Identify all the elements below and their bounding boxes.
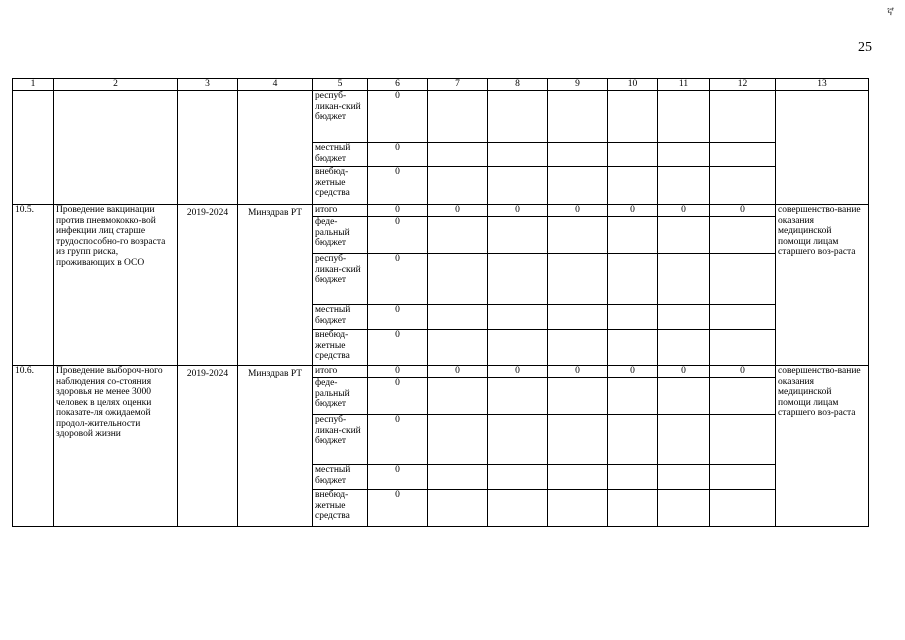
funding-source: респуб-ликан-ский бюджет — [313, 415, 368, 465]
value-cell — [488, 217, 548, 254]
value-cell — [428, 143, 488, 167]
value-cell — [608, 490, 658, 527]
value-cell — [548, 330, 608, 366]
value-cell — [488, 465, 548, 490]
item-executor: Минздрав РТ — [238, 366, 313, 527]
value-cell — [658, 91, 710, 143]
total-value: 0 — [608, 366, 658, 378]
value-cell — [428, 305, 488, 330]
value-cell — [658, 490, 710, 527]
value-cell — [428, 91, 488, 143]
value-cell — [488, 330, 548, 366]
program-table — [12, 78, 869, 527]
funding-source: внебюд-жетные средства — [313, 490, 368, 527]
funding-source: феде-ральный бюджет — [313, 378, 368, 415]
column-header: 1 — [13, 79, 54, 91]
value-cell — [658, 415, 710, 465]
funding-source: внебюд-жетные средства — [313, 167, 368, 205]
header-row — [13, 79, 869, 91]
funding-source: респуб-ликан-ский бюджет — [313, 91, 368, 143]
value-cell: 0 — [368, 490, 428, 527]
total-value: 0 — [608, 205, 658, 217]
column-header: 2 — [54, 79, 178, 91]
column-header: 8 — [488, 79, 548, 91]
funding-source: местный бюджет — [313, 305, 368, 330]
value-cell — [658, 143, 710, 167]
funding-source: местный бюджет — [313, 143, 368, 167]
value-cell — [428, 490, 488, 527]
value-cell — [548, 143, 608, 167]
value-cell — [608, 217, 658, 254]
value-cell: 0 — [368, 465, 428, 490]
value-cell — [608, 91, 658, 143]
column-header: 12 — [710, 79, 776, 91]
value-cell — [710, 167, 776, 205]
total-value: 0 — [548, 205, 608, 217]
value-cell — [488, 143, 548, 167]
value-cell — [488, 415, 548, 465]
value-cell — [608, 330, 658, 366]
value-cell — [608, 465, 658, 490]
value-cell: 0 — [368, 254, 428, 305]
value-cell — [488, 254, 548, 305]
total-value: 0 — [488, 205, 548, 217]
column-header: 7 — [428, 79, 488, 91]
value-cell: 0 — [368, 378, 428, 415]
funding-source: внебюд-жетные средства — [313, 330, 368, 366]
value-cell: 0 — [368, 217, 428, 254]
item-title: Проведение вакцинации против пневмококко-вой инфекции лиц старше трудоспособно-го возраста из групп риска, проживающих в ОСО — [54, 205, 178, 366]
value-cell — [658, 254, 710, 305]
item-title: Проведение выбороч-ного наблюдения со-стояния здоровья не менее 3000 человек в целях оценки показате-ля ожидаемой продол-жительности здоровой жизни — [54, 366, 178, 527]
value-cell — [710, 465, 776, 490]
value-cell — [658, 305, 710, 330]
value-cell — [428, 465, 488, 490]
value-cell — [488, 305, 548, 330]
value-cell — [710, 91, 776, 143]
value-cell — [428, 378, 488, 415]
funding-source: респуб-ликан-ский бюджет — [313, 254, 368, 305]
value-cell — [548, 305, 608, 330]
value-cell — [548, 465, 608, 490]
item-executor — [238, 91, 313, 205]
page-number: 25 — [858, 40, 872, 55]
value-cell — [548, 91, 608, 143]
total-value: 0 — [710, 366, 776, 378]
value-cell — [608, 305, 658, 330]
value-cell — [658, 378, 710, 415]
value-cell — [710, 254, 776, 305]
total-value: 0 — [658, 205, 710, 217]
value-cell — [488, 167, 548, 205]
value-cell — [658, 217, 710, 254]
item-title — [54, 91, 178, 205]
value-cell: 0 — [368, 167, 428, 205]
column-header: 5 — [313, 79, 368, 91]
item-number — [13, 91, 54, 205]
value-cell — [488, 91, 548, 143]
total-value: 0 — [548, 366, 608, 378]
value-cell — [710, 378, 776, 415]
item-executor: Минздрав РТ — [238, 205, 313, 366]
value-cell: 0 — [368, 143, 428, 167]
item-period — [178, 91, 238, 205]
column-header: 9 — [548, 79, 608, 91]
value-cell: 0 — [368, 91, 428, 143]
item-number: 10.6. — [13, 366, 54, 527]
value-cell — [658, 167, 710, 205]
value-cell — [710, 217, 776, 254]
total-value: 0 — [710, 205, 776, 217]
item-period: 2019-2024 — [178, 205, 238, 366]
value-cell — [710, 143, 776, 167]
value-cell — [548, 167, 608, 205]
total-value: 0 — [368, 366, 428, 378]
column-header: 3 — [178, 79, 238, 91]
value-cell — [488, 490, 548, 527]
value-cell — [608, 378, 658, 415]
table-row — [13, 205, 869, 217]
column-header: 13 — [776, 79, 869, 91]
value-cell — [608, 254, 658, 305]
item-period: 2019-2024 — [178, 366, 238, 527]
value-cell — [548, 378, 608, 415]
value-cell — [608, 415, 658, 465]
value-cell — [658, 465, 710, 490]
total-value: 0 — [368, 205, 428, 217]
total-value: 0 — [428, 366, 488, 378]
total-label: итого — [313, 205, 368, 217]
value-cell — [608, 167, 658, 205]
value-cell — [548, 254, 608, 305]
value-cell — [548, 217, 608, 254]
value-cell — [548, 415, 608, 465]
value-cell — [428, 167, 488, 205]
value-cell — [488, 378, 548, 415]
funding-source: феде-ральный бюджет — [313, 217, 368, 254]
value-cell — [658, 330, 710, 366]
value-cell — [608, 143, 658, 167]
table-row — [13, 91, 869, 143]
funding-source: местный бюджет — [313, 465, 368, 490]
value-cell — [710, 305, 776, 330]
total-value: 0 — [658, 366, 710, 378]
value-cell: 0 — [368, 330, 428, 366]
item-result: совершенство-вание оказания медицинской помощи лицам старшего воз-раста — [776, 205, 869, 366]
column-header: 10 — [608, 79, 658, 91]
value-cell — [428, 415, 488, 465]
column-header: 4 — [238, 79, 313, 91]
value-cell — [428, 330, 488, 366]
value-cell — [710, 330, 776, 366]
total-label: итого — [313, 366, 368, 378]
value-cell — [710, 415, 776, 465]
value-cell: 0 — [368, 415, 428, 465]
item-result — [776, 91, 869, 205]
table-row — [13, 366, 869, 378]
value-cell — [710, 490, 776, 527]
value-cell — [428, 217, 488, 254]
column-header: 6 — [368, 79, 428, 91]
value-cell — [428, 254, 488, 305]
item-number: 10.5. — [13, 205, 54, 366]
total-value: 0 — [488, 366, 548, 378]
corner-mark: ኛ — [887, 6, 894, 18]
value-cell — [548, 490, 608, 527]
total-value: 0 — [428, 205, 488, 217]
item-result: совершенство-вание оказания медицинской помощи лицам старшего воз-раста — [776, 366, 869, 527]
value-cell: 0 — [368, 305, 428, 330]
column-header: 11 — [658, 79, 710, 91]
